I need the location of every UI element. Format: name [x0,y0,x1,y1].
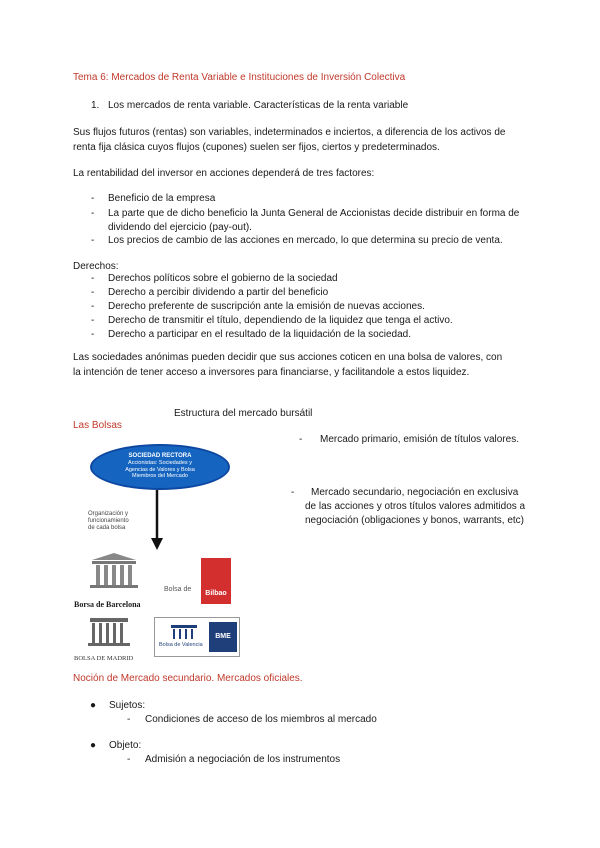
logo-bolsa-valencia [154,617,240,657]
bullet-icon: ● [90,740,97,751]
bolsas-heading: Las Bolsas [73,420,122,431]
list-dash: - [91,329,95,340]
rentabilidad-lead: La rentabilidad del inversor en acciones dependerá de tres factores: [73,168,375,179]
list-item: Derechos políticos sobre el gobierno de la sociedad [108,273,338,284]
list-item: Derecho a participar en el resultado de la liquidación de la sociedad. [108,329,411,340]
arrow-label-line: funcionamiento [88,518,129,524]
building-icon [74,616,144,648]
ellipse-line: Accionistas: Sociedades y [128,460,192,466]
bullet-icon: ● [90,700,97,711]
logo-bme-box: BME [209,622,237,652]
list-dash: - [91,301,95,312]
arrow-label [88,511,129,532]
list-item: La parte que de dicho beneficio la Junta General de Accionistas decide distribuir en forma de [108,208,520,219]
derechos-lead: Derechos: [73,261,119,272]
building-icon [74,550,154,590]
nocion-heading: Noción de Mercado secundario. Mercados oficiales. [73,673,303,684]
nocion-sub: Condiciones de acceso de los miembros al mercado [145,714,377,725]
list-dash: - [299,434,303,445]
list-item: Los precios de cambio de las acciones en mercado, lo que determina su precio de venta. [108,235,503,246]
arrow-label-line: Organización y [88,511,129,517]
nocion-label: Sujetos: [109,700,146,711]
list-dash: - [291,487,295,498]
mercado-secundario-line: negociación (obligaciones y bonos, warrants, etc) [305,515,525,526]
list-item-continuation: dividendo del ejercicio (pay-out). [108,222,252,233]
list-item: Derecho a percibir dividendo a partir del beneficio [108,287,329,298]
intro-line-2: renta fija clásica cuyos flujos (cupones) suelen ser fijos, ciertos y predeterminados. [73,142,440,153]
list-dash: - [91,235,95,246]
mercado-primario: Mercado primario, emisión de títulos valores. [320,434,519,445]
logo-bolsa-bilbao [164,558,240,606]
arrow-label-line: de cada bolsa [88,525,126,531]
sociedades-line-1: Las sociedades anónimas pueden decidir que sus acciones coticen en una bolsa de valores, con [73,352,503,363]
down-arrow-icon [150,490,164,552]
list-dash: - [91,208,95,219]
logo-box: Bilbao [201,558,231,604]
ellipse-line: Agencias de Valores y Bolsa [125,466,195,473]
list-dash: - [127,714,131,725]
logo-text: Bolsa de Valencia [159,642,203,648]
sociedades-line-2: la intención de tener acceso a inversores para financiarse, y facilitandole a estos liquidez. [73,367,470,378]
sociedad-rectora-ellipse [90,444,230,490]
ellipse-title: SOCIEDAD RECTORA [128,453,192,459]
mercado-secundario-line: Mercado secundario, negociación en exclusiva [311,487,519,498]
section-heading: Los mercados de renta variable. Características de la renta variable [108,100,409,111]
list-dash: - [127,754,131,765]
document-title: Tema 6: Mercados de Renta Variable e Instituciones de Inversión Colectiva [73,72,406,83]
estructura-title: Estructura del mercado bursátil [174,408,313,419]
logo-bolsa-madrid [74,616,144,660]
list-item: Beneficio de la empresa [108,193,216,204]
ellipse-line: Miembros del Mercado [132,473,188,479]
intro-line-1: Sus flujos futuros (rentas) son variables, indeterminados e inciertos, a diferencia de los activos de [73,127,506,138]
list-dash: - [91,287,95,298]
list-dash: - [91,315,95,326]
nocion-label: Objeto: [109,740,142,751]
list-dash: - [91,193,95,204]
list-item: Derecho de transmitir el título, dependiendo de la liquidez que tenga el activo. [108,315,453,326]
logo-borsa-barcelona [74,550,154,609]
logo-text: Borsa de Barcelona [74,600,141,609]
logo-text: Bolsa de [164,586,192,593]
building-icon [169,623,205,643]
list-dash: - [91,273,95,284]
nocion-sub: Admisión a negociación de los instrumentos [145,754,341,765]
section-number: 1. [91,100,100,111]
logo-text: BOLSA DE MADRID [74,655,134,662]
mercado-secundario-line: de las acciones y otros títulos valores admitidos a [305,501,526,512]
list-item: Derecho preferente de suscripción ante la emisión de nuevas acciones. [108,301,425,312]
